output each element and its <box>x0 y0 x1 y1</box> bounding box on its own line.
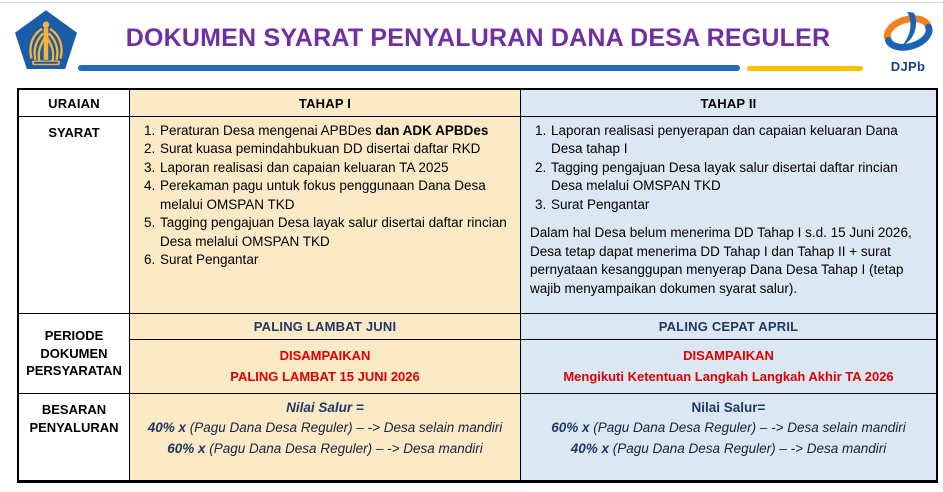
formula-line: 60% x (Pagu Dana Desa Reguler) – -> Desa mandiri <box>167 440 483 456</box>
periode-tahap2-note-line2: Mengikuti Ketentuan Langkah Langkah Akhir TA 2026 <box>563 368 894 384</box>
periode-tahap1-note-line2: PALING LAMBAT 15 JUNI 2026 <box>230 368 420 384</box>
djpb-swoosh-icon <box>881 10 935 56</box>
besaran-tahap1-title: Nilai Salur = <box>286 400 364 415</box>
syarat-tahap2-list <box>523 122 930 214</box>
title-underline-blue <box>78 65 740 71</box>
list-item: 1. Peraturan Desa mengenai APBDes dan ADK APBDes <box>159 122 514 140</box>
djpb-logo <box>878 10 938 74</box>
formula-line: 40% x (Pagu Dana Desa Reguler) – -> Desa mandiri <box>570 440 887 456</box>
list-item: 2. Surat kuasa pemindahbukuan DD disertai daftar RKD <box>159 140 514 158</box>
column-header-tahap2: TAHAP II <box>521 90 936 117</box>
list-item: 4. Perekaman pagu untuk fokus penggunaan Dana Desa melalui OMSPAN TKD <box>159 177 514 214</box>
formula-line: 40% x (Pagu Dana Desa Reguler) – -> Desa selain mandiri <box>147 420 503 436</box>
periode-tahap2-note <box>521 340 936 394</box>
syarat-tahap1-list <box>132 122 514 270</box>
column-header-uraian: URAIAN <box>19 90 130 117</box>
list-item: 2. Tagging pengajuan Desa layak salur disertai daftar rincian Desa melalui OMSPAN TKD <box>550 159 930 196</box>
periode-tahap1-note-line1: DISAMPAIKAN <box>279 347 371 363</box>
besaran-tahap2-lines <box>521 418 936 459</box>
besaran-tahap2-title: Nilai Salur= <box>691 400 766 415</box>
periode-tahap2-note-line1: DISAMPAIKAN <box>683 347 774 363</box>
syarat-tahap1-cell <box>130 117 521 314</box>
page-title: DOKUMEN SYARAT PENYALURAN DANA DESA REGULER <box>125 24 831 52</box>
column-header-tahap1: TAHAP I <box>130 90 521 117</box>
row-label-periode: PERIODE DOKUMEN PERSYARATAN <box>19 314 130 394</box>
periode-tahap1-note <box>130 340 521 394</box>
title-underline-gold <box>747 66 863 71</box>
djpb-logo-label: DJPb <box>890 59 926 74</box>
syarat-tahap2-cell <box>521 117 936 314</box>
slide-top-divider <box>0 2 943 3</box>
syarat-tahap2-note: Dalam hal Desa belum menerima DD Tahap I s.d. 15 Juni 2026, Desa tetap dapat menerima DD Tahap I dan Tahap II + surat pernyataan kesanggupan menyerap Dana Desa Tahap I (tetap wajib menyampaikan dokumen syarat salur). <box>530 225 912 296</box>
periode-tahap1-deadline: PALING LAMBAT JUNI <box>130 314 521 340</box>
kemenkeu-logo-icon <box>13 8 79 77</box>
list-item: 1. Laporan realisasi penyerapan dan capaian keluaran Dana Desa tahap I <box>550 122 930 159</box>
besaran-tahap1-lines <box>130 418 520 459</box>
row-label-syarat: SYARAT <box>19 117 130 314</box>
list-item: 6. Surat Pengantar <box>159 251 514 269</box>
list-item: 3. Surat Pengantar <box>550 196 930 214</box>
list-item: 5. Tagging pengajuan Desa layak salur disertai daftar rincian Desa melalui OMSPAN TKD <box>159 214 514 251</box>
formula-line: 60% x (Pagu Dana Desa Reguler) – -> Desa selain mandiri <box>551 420 906 436</box>
row-label-besaran: BESARAN PENYALURAN <box>19 394 130 480</box>
requirements-table <box>17 88 938 483</box>
list-item: 3. Laporan realisasi dan capaian keluaran TA 2025 <box>159 159 514 177</box>
besaran-tahap1-cell <box>130 394 521 480</box>
periode-tahap2-deadline: PALING CEPAT APRIL <box>521 314 936 340</box>
besaran-tahap2-cell <box>521 394 936 480</box>
